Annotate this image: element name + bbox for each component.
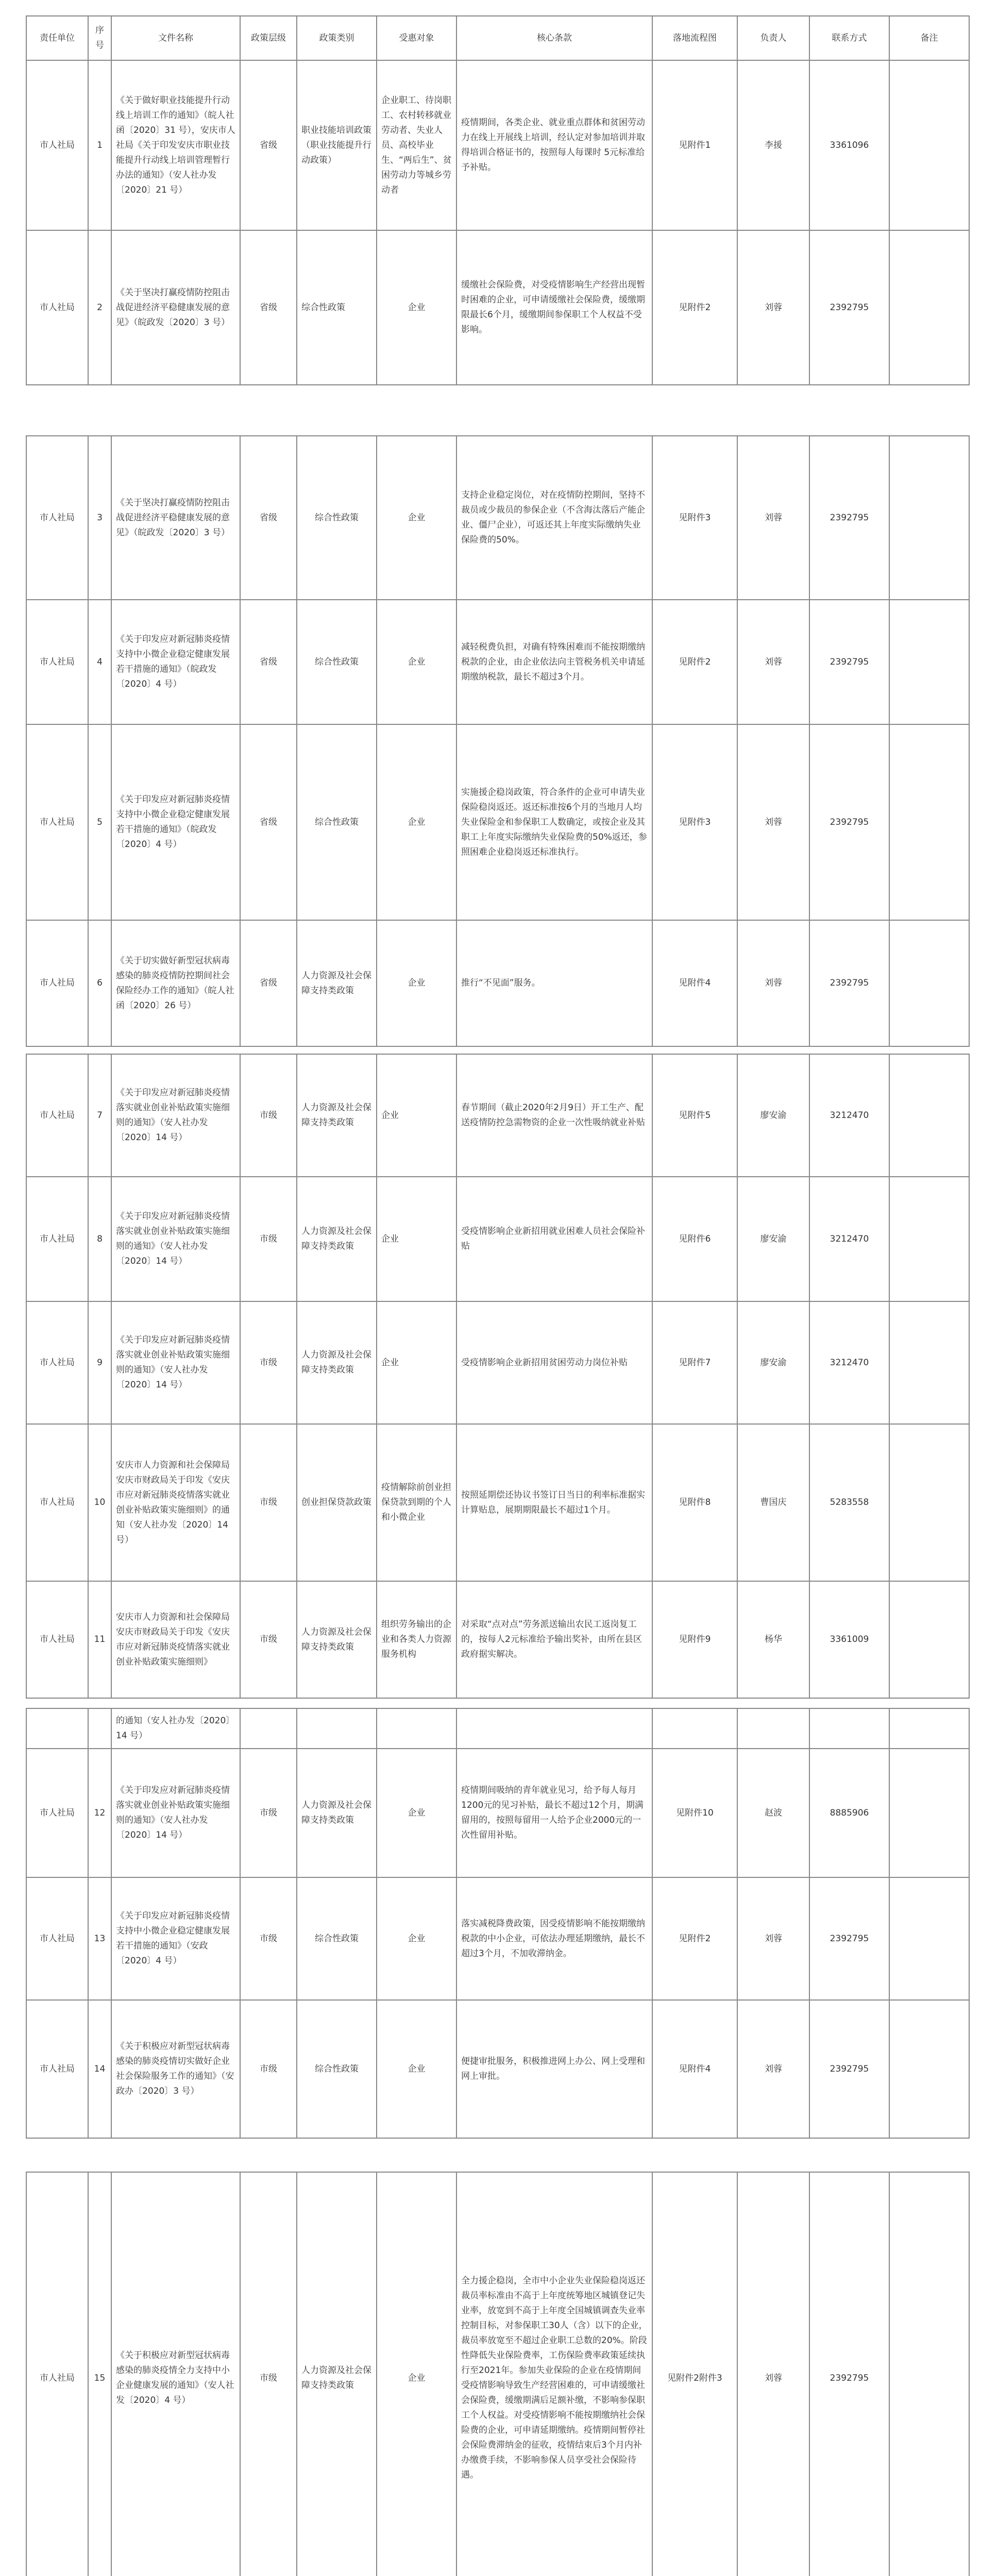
cell-clause: 减轻税费负担，对确有特殊困难而不能按期缴纳税款的企业，由企业依法向主管税务机关申请延期缴纳税款，最长不超过3个月。 xyxy=(456,600,652,724)
cell-phone: 5283558 xyxy=(809,1424,889,1581)
cell-unit: 市人社局 xyxy=(26,1301,88,1424)
cell-target: 企业 xyxy=(377,436,456,600)
table-row xyxy=(26,600,969,724)
cell-target xyxy=(377,1708,456,1749)
cell-level: 省级 xyxy=(240,724,297,920)
cell-flow xyxy=(652,1708,737,1749)
cell-note xyxy=(889,60,969,230)
cell-note xyxy=(889,724,969,920)
cell-person: 曹国庆 xyxy=(737,1424,809,1581)
cell-target: 企业 xyxy=(377,1301,456,1424)
cell-file: 《关于坚决打赢疫情防控阻击战促进经济平稳健康发展的意见》（皖政发〔2020〕3 号） xyxy=(111,436,240,600)
table-row xyxy=(26,920,969,1046)
cell-file: 安庆市人力资源和社会保障局 安庆市财政局关于印发《安庆市应对新冠肺炎疫情落实就业创业补贴政策实施细则》的通知（安人社办发〔2020〕14 号） xyxy=(111,1424,240,1581)
cell-person: 李援 xyxy=(737,60,809,230)
cell-note xyxy=(889,2000,969,2138)
cell-unit xyxy=(26,1708,88,1749)
cell-unit: 市人社局 xyxy=(26,436,88,600)
cell-category: 人力资源及社会保障支持类政策 xyxy=(297,1581,377,1698)
table-page-1 xyxy=(26,15,969,385)
cell-flow: 见附件2 xyxy=(652,230,737,385)
cell-category: 职业技能培训政策（职业技能提升行动政策） xyxy=(297,60,377,230)
cell-no: 5 xyxy=(88,724,111,920)
cell-no: 1 xyxy=(88,60,111,230)
cell-target: 企业 xyxy=(377,600,456,724)
cell-unit: 市人社局 xyxy=(26,1177,88,1301)
cell-phone: 8885906 xyxy=(809,1749,889,1877)
table-row xyxy=(26,1054,969,1177)
policy-table-2 xyxy=(26,435,970,1047)
cell-phone: 3212470 xyxy=(809,1177,889,1301)
cell-person: 赵波 xyxy=(737,1749,809,1877)
cell-flow: 见附件3 xyxy=(652,724,737,920)
cell-flow: 见附件8 xyxy=(652,1424,737,1581)
table-row xyxy=(26,1749,969,1877)
cell-flow: 见附件5 xyxy=(652,1054,737,1177)
cell-person: 刘蓉 xyxy=(737,724,809,920)
cell-no: 6 xyxy=(88,920,111,1046)
cell-clause: 对采取“点对点”劳务派送输出农民工返岗复工的，按每人2元标准给予输出奖补，由所在县区政府据实解决。 xyxy=(456,1581,652,1698)
cell-category xyxy=(297,1708,377,1749)
cell-flow: 见附件10 xyxy=(652,1749,737,1877)
cell-level: 市级 xyxy=(240,1301,297,1424)
cell-person: 刘蓉 xyxy=(737,600,809,724)
cell-no: 9 xyxy=(88,1301,111,1424)
header-phone: 联系方式 xyxy=(809,16,889,60)
cell-no: 10 xyxy=(88,1424,111,1581)
cell-level: 市级 xyxy=(240,1177,297,1301)
cell-phone: 2392795 xyxy=(809,724,889,920)
cell-no: 11 xyxy=(88,1581,111,1698)
cell-category: 人力资源及社会保障支持类政策 xyxy=(297,1301,377,1424)
cell-note xyxy=(889,2172,969,2576)
cell-category: 人力资源及社会保障支持类政策 xyxy=(297,1749,377,1877)
cell-file: 《关于印发应对新冠肺炎疫情支持中小微企业稳定健康发展若干措施的通知》（安政〔2020〕4 号） xyxy=(111,1877,240,2000)
table-header-row xyxy=(26,16,969,60)
cell-file: 《关于印发应对新冠肺炎疫情支持中小微企业稳定健康发展若干措施的通知》（皖政发〔2020〕4 号） xyxy=(111,724,240,920)
cell-level: 市级 xyxy=(240,2000,297,2138)
cell-clause: 疫情期间，各类企业、就业重点群体和贫困劳动力在线上开展线上培训，经认定对参加培训并取得培训合格证书的，按照每人每课时 5元标准给予补贴。 xyxy=(456,60,652,230)
cell-file: 安庆市人力资源和社会保障局 安庆市财政局关于印发《安庆市应对新冠肺炎疫情落实就业创业补贴政策实施细则》 xyxy=(111,1581,240,1698)
cell-file: 的通知（安人社办发〔2020〕14 号） xyxy=(111,1708,240,1749)
cell-person: 刘蓉 xyxy=(737,1877,809,2000)
policy-table-5 xyxy=(26,2172,970,2576)
cell-note xyxy=(889,1177,969,1301)
cell-category: 人力资源及社会保障支持类政策 xyxy=(297,2172,377,2576)
cell-unit: 市人社局 xyxy=(26,60,88,230)
table-row xyxy=(26,60,969,230)
cell-no: 3 xyxy=(88,436,111,600)
cell-person: 廖安渝 xyxy=(737,1301,809,1424)
header-category: 政策类别 xyxy=(297,16,377,60)
cell-flow: 见附件9 xyxy=(652,1581,737,1698)
cell-phone: 3212470 xyxy=(809,1054,889,1177)
cell-unit: 市人社局 xyxy=(26,2000,88,2138)
cell-note xyxy=(889,1708,969,1749)
cell-level: 省级 xyxy=(240,920,297,1046)
cell-target: 企业 xyxy=(377,2000,456,2138)
cell-category: 人力资源及社会保障支持类政策 xyxy=(297,920,377,1046)
cell-phone: 2392795 xyxy=(809,230,889,385)
cell-phone: 2392795 xyxy=(809,2172,889,2576)
cell-unit: 市人社局 xyxy=(26,1054,88,1177)
cell-target: 组织劳务输出的企业和各类人力资源服务机构 xyxy=(377,1581,456,1698)
cell-flow: 见附件7 xyxy=(652,1301,737,1424)
cell-phone: 3361096 xyxy=(809,60,889,230)
table-page-5 xyxy=(26,2172,969,2576)
cell-no: 2 xyxy=(88,230,111,385)
cell-level: 市级 xyxy=(240,2172,297,2576)
header-level: 政策层级 xyxy=(240,16,297,60)
cell-flow: 见附件3 xyxy=(652,436,737,600)
cell-phone: 2392795 xyxy=(809,920,889,1046)
cell-clause: 受疫情影响企业新招用贫困劳动力岗位补贴 xyxy=(456,1301,652,1424)
cell-unit: 市人社局 xyxy=(26,2172,88,2576)
cell-clause: 春节期间（截止2020年2月9日）开工生产、配送疫情防控急需物资的企业一次性吸纳就业补贴 xyxy=(456,1054,652,1177)
cell-category: 综合性政策 xyxy=(297,600,377,724)
cell-flow: 见附件2附件3 xyxy=(652,2172,737,2576)
table-row xyxy=(26,724,969,920)
cell-level: 市级 xyxy=(240,1424,297,1581)
cell-note xyxy=(889,920,969,1046)
cell-target: 企业职工、待岗职工、农村转移就业劳动者、失业人员、高校毕业生、“两后生”、贫困劳动力等城乡劳动者 xyxy=(377,60,456,230)
cell-file: 《关于积极应对新型冠状病毒感染的肺炎疫情全力支持中小企业健康发展的通知》（安人社发〔2020〕4 号） xyxy=(111,2172,240,2576)
cell-no: 14 xyxy=(88,2000,111,2138)
cell-file: 《关于积极应对新型冠状病毒感染的肺炎疫情切实做好企业社会保险服务工作的通知》（安政办〔2020〕3 号） xyxy=(111,2000,240,2138)
cell-person: 杨华 xyxy=(737,1581,809,1698)
cell-level: 市级 xyxy=(240,1877,297,2000)
cell-phone: 3361009 xyxy=(809,1581,889,1698)
cell-clause: 全力援企稳岗，全市中小企业失业保险稳岗返还裁员率标准由不高于上年度统筹地区城镇登记失业率，放宽到不高于上年度全国城镇调查失业率控制目标，对参保职工30人（含）以下的企业，裁员率放宽至不超过企业职工总数的20%。阶段性降低失业保险费率，工伤保险费率政策延续执行至2021年。参加失业保险的企业在疫情期间受疫情影响导致生产经营困难的，可申请缓缴社会保险费，缓缴期满后足额补缴，不影响参保职工个人权益。对受疫情影响不能按期缴纳社会保险费的企业，可申请延期缴纳。疫情期间暂停社会保险费滞纳金的征收，疫情结束后3个月内补办缴费手续，不影响参保人员享受社会保险待遇。 xyxy=(456,2172,652,2576)
cell-flow: 见附件6 xyxy=(652,1177,737,1301)
cell-phone xyxy=(809,1708,889,1749)
cell-category: 综合性政策 xyxy=(297,2000,377,2138)
cell-level xyxy=(240,1708,297,1749)
cell-clause: 落实减税降费政策，因受疫情影响不能按期缴纳税款的中小企业，可依法办理延期缴纳，最长不超过3个月，不加收滞纳金。 xyxy=(456,1877,652,2000)
cell-no: 8 xyxy=(88,1177,111,1301)
header-flow: 落地流程图 xyxy=(652,16,737,60)
cell-category: 综合性政策 xyxy=(297,436,377,600)
header-note: 备注 xyxy=(889,16,969,60)
table-row xyxy=(26,436,969,600)
cell-category: 综合性政策 xyxy=(297,724,377,920)
cell-category: 人力资源及社会保障支持类政策 xyxy=(297,1054,377,1177)
cell-level: 省级 xyxy=(240,600,297,724)
cell-file: 《关于印发应对新冠肺炎疫情落实就业创业补贴政策实施细则的通知》（安人社办发〔2020〕14 号） xyxy=(111,1301,240,1424)
cell-level: 省级 xyxy=(240,60,297,230)
cell-target: 企业 xyxy=(377,1054,456,1177)
cell-phone: 2392795 xyxy=(809,600,889,724)
cell-target: 企业 xyxy=(377,1877,456,2000)
cell-category: 人力资源及社会保障支持类政策 xyxy=(297,1177,377,1301)
cell-unit: 市人社局 xyxy=(26,920,88,1046)
table-row xyxy=(26,1708,969,1749)
table-row xyxy=(26,2172,969,2576)
cell-flow: 见附件4 xyxy=(652,2000,737,2138)
cell-note xyxy=(889,1424,969,1581)
cell-level: 省级 xyxy=(240,436,297,600)
table-page-2 xyxy=(26,435,969,1047)
cell-person: 刘蓉 xyxy=(737,920,809,1046)
cell-phone: 2392795 xyxy=(809,436,889,600)
cell-person: 刘蓉 xyxy=(737,230,809,385)
cell-clause: 受疫情影响企业新招用就业困难人员社会保险补贴 xyxy=(456,1177,652,1301)
policy-table-3 xyxy=(26,1054,970,1699)
cell-unit: 市人社局 xyxy=(26,1581,88,1698)
table-row xyxy=(26,230,969,385)
cell-person: 刘蓉 xyxy=(737,2172,809,2576)
cell-file: 《关于印发应对新冠肺炎疫情落实就业创业补贴政策实施细则的通知》（安人社办发〔2020〕14 号） xyxy=(111,1177,240,1301)
cell-target: 企业 xyxy=(377,2172,456,2576)
cell-clause: 实施援企稳岗政策，符合条件的企业可申请失业保险稳岗返还。返还标准按6个月的当地月人均失业保险金和参保职工人数确定，或按企业及其职工上年度实际缴纳失业保险费的50%返还，参照困难企业稳岗返还标准执行。 xyxy=(456,724,652,920)
cell-note xyxy=(889,1877,969,2000)
cell-no xyxy=(88,1708,111,1749)
cell-clause: 疫情期间吸纳的青年就业见习，给予每人每月1200元的见习补贴，最长不超过12个月，期满留用的，按照每留用一人给予企业2000元的一次性留用补贴。 xyxy=(456,1749,652,1877)
cell-no: 13 xyxy=(88,1877,111,2000)
cell-phone: 2392795 xyxy=(809,1877,889,2000)
cell-phone: 2392795 xyxy=(809,2000,889,2138)
cell-note xyxy=(889,436,969,600)
cell-unit: 市人社局 xyxy=(26,1749,88,1877)
cell-phone: 3212470 xyxy=(809,1301,889,1424)
cell-level: 市级 xyxy=(240,1054,297,1177)
cell-file: 《关于做好职业技能提升行动线上培训工作的通知》（皖人社函〔2020〕31 号），安庆市人社局《关于印发安庆市职业技能提升行动线上培训管理暂行办法的通知》（安人社办发〔2020〕21 号） xyxy=(111,60,240,230)
cell-note xyxy=(889,1581,969,1698)
policy-table-1 xyxy=(26,15,970,385)
cell-no: 15 xyxy=(88,2172,111,2576)
table-row xyxy=(26,1301,969,1424)
cell-unit: 市人社局 xyxy=(26,1424,88,1581)
cell-person: 廖安渝 xyxy=(737,1054,809,1177)
cell-target: 企业 xyxy=(377,724,456,920)
cell-clause: 缓缴社会保险费，对受疫情影响生产经营出现暂时困难的企业，可申请缓缴社会保险费，缓缴期限最长6个月，缓缴期间参保职工个人权益不受影响。 xyxy=(456,230,652,385)
cell-file: 《关于印发应对新冠肺炎疫情支持中小微企业稳定健康发展若干措施的通知》（皖政发〔2020〕4 号） xyxy=(111,600,240,724)
cell-flow: 见附件2 xyxy=(652,600,737,724)
cell-no: 12 xyxy=(88,1749,111,1877)
cell-clause: 按照延期偿还协议书签订日当日的利率标准据实计算贴息，展期期限最长不超过1个月。 xyxy=(456,1424,652,1581)
cell-target: 企业 xyxy=(377,1749,456,1877)
cell-no: 7 xyxy=(88,1054,111,1177)
cell-unit: 市人社局 xyxy=(26,230,88,385)
cell-note xyxy=(889,1301,969,1424)
cell-level: 市级 xyxy=(240,1581,297,1698)
cell-target: 企业 xyxy=(377,1177,456,1301)
cell-flow: 见附件2 xyxy=(652,1877,737,2000)
cell-note xyxy=(889,1749,969,1877)
cell-level: 市级 xyxy=(240,1749,297,1877)
table-row xyxy=(26,2000,969,2138)
table-row xyxy=(26,1424,969,1581)
header-clause: 核心条款 xyxy=(456,16,652,60)
policy-table-4 xyxy=(26,1708,970,2139)
cell-unit: 市人社局 xyxy=(26,724,88,920)
cell-category: 综合性政策 xyxy=(297,230,377,385)
cell-unit: 市人社局 xyxy=(26,1877,88,2000)
table-row xyxy=(26,1581,969,1698)
cell-unit: 市人社局 xyxy=(26,600,88,724)
cell-person xyxy=(737,1708,809,1749)
cell-note xyxy=(889,230,969,385)
cell-note xyxy=(889,1054,969,1177)
header-file: 文件名称 xyxy=(111,16,240,60)
cell-file: 《关于印发应对新冠肺炎疫情落实就业创业补贴政策实施细则的通知》（安人社办发〔2020〕14 号） xyxy=(111,1054,240,1177)
cell-clause: 支持企业稳定岗位，对在疫情防控期间，坚持不裁员或少裁员的参保企业（不含海汰落后产能企业、僵尸企业），可返还其上年度实际缴纳失业保险费的50%。 xyxy=(456,436,652,600)
cell-file: 《关于切实做好新型冠状病毒感染的肺炎疫情防控期间社会保险经办工作的通知》（皖人社函〔2020〕26 号） xyxy=(111,920,240,1046)
cell-person: 刘蓉 xyxy=(737,2000,809,2138)
cell-category: 创业担保贷款政策 xyxy=(297,1424,377,1581)
cell-target: 疫情解除前创业担保贷款到期的个人和小微企业 xyxy=(377,1424,456,1581)
cell-person: 刘蓉 xyxy=(737,436,809,600)
table-row xyxy=(26,1177,969,1301)
cell-clause xyxy=(456,1708,652,1749)
header-unit: 责任单位 xyxy=(26,16,88,60)
cell-target: 企业 xyxy=(377,230,456,385)
cell-clause: 便捷审批服务，积极推进网上办公、网上受理和网上审批。 xyxy=(456,2000,652,2138)
cell-flow: 见附件1 xyxy=(652,60,737,230)
cell-clause: 推行“不见面”服务。 xyxy=(456,920,652,1046)
cell-note xyxy=(889,600,969,724)
cell-file: 《关于坚决打赢疫情防控阻击战促进经济平稳健康发展的意见》（皖政发〔2020〕3 号） xyxy=(111,230,240,385)
table-page-4 xyxy=(26,1708,969,2139)
header-target: 受惠对象 xyxy=(377,16,456,60)
table-row xyxy=(26,1877,969,2000)
header-no: 序号 xyxy=(88,16,111,60)
cell-category: 综合性政策 xyxy=(297,1877,377,2000)
cell-no: 4 xyxy=(88,600,111,724)
header-person: 负责人 xyxy=(737,16,809,60)
cell-target: 企业 xyxy=(377,920,456,1046)
cell-file: 《关于印发应对新冠肺炎疫情落实就业创业补贴政策实施细则的通知》（安人社办发〔2020〕14 号） xyxy=(111,1749,240,1877)
table-page-3 xyxy=(26,1054,969,1699)
cell-level: 省级 xyxy=(240,230,297,385)
cell-person: 廖安渝 xyxy=(737,1177,809,1301)
cell-flow: 见附件4 xyxy=(652,920,737,1046)
